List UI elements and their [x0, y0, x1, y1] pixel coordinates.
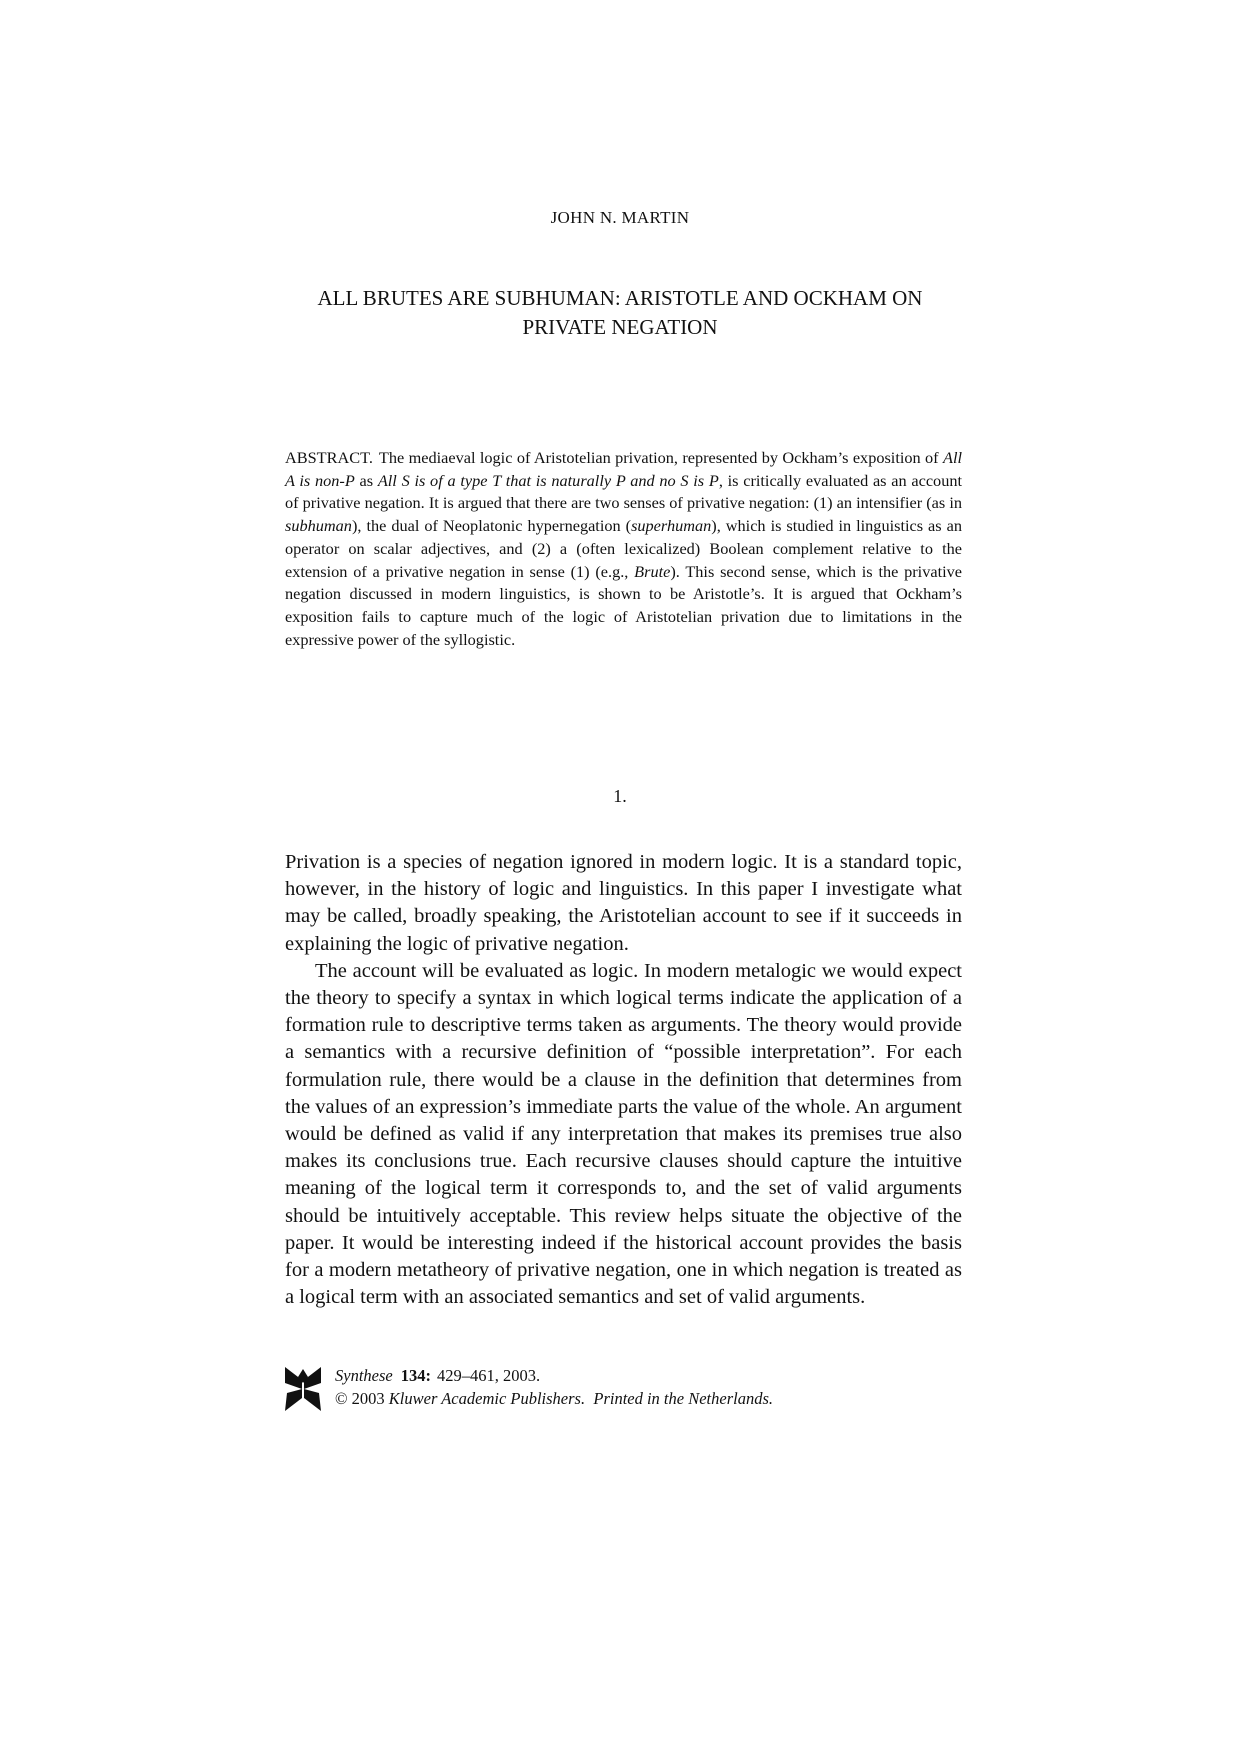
abstract-emph-4: superhuman: [631, 516, 712, 536]
printed-location: Printed in the Netherlands.: [593, 1389, 774, 1408]
paper-title: [250, 284, 990, 342]
citation-line: [335, 1364, 773, 1387]
abstract-emph-2: All S is of a type T that is naturally P and no S is P: [377, 470, 719, 490]
abstract-text-6: ). This second sense, which is the privative negation discussed in modern linguistics, is shown to be Aristotle’s. It is argued that Ockham’s exposition fails to capture much of the logic of Aristotelian privation due to limitations in the expressive power of the syllogistic.: [285, 561, 962, 649]
title-line-2: PRIVATE NEGATION: [522, 315, 718, 339]
publication-footer: [285, 1364, 962, 1414]
section-number: 1.: [613, 786, 627, 806]
abstract-text-5: ), which is studied in linguistics as an operator on scalar adjectives, and (2) a (often lexicalized) Boolean complement relative to the extension of a privative negation in sense (1) (e.g.,: [285, 516, 962, 581]
journal-volume: 134:: [400, 1366, 431, 1385]
copyright-line: [335, 1387, 773, 1410]
abstract-text-2: as: [354, 470, 378, 490]
pages-year: 429–461, 2003.: [436, 1366, 541, 1385]
journal-name: Synthese: [335, 1366, 393, 1385]
abstract-emph-5: Brute: [634, 561, 671, 581]
abstract-text-1: The mediaeval logic of Aristotelian privation, represented by Ockham’s exposition of: [378, 448, 943, 467]
publisher-name: Kluwer Academic Publishers.: [388, 1389, 586, 1408]
abstract-text-3: , is critically evaluated as an account of privative negation. It is argued that there are two senses of privative negation: (1) an intensifier (as in: [285, 470, 962, 513]
body-paragraph-2: The account will be evaluated as logic. In modern metalogic we would expect the theory to specify a syntax in which logical terms indicate the application of a formation rule to descriptive terms taken as arguments. The theory would provide a semantics with a recursive definition of “possible interpretation”. For each formulation rule, there would be a clause in the definition that determines from the values of an expression’s immediate parts the value of the whole. An argument would be defined as valid if any interpretation that makes its premises true also makes its conclusions true. Each recursive clauses should capture the intuitive meaning of the logical term it corresponds to, and the set of valid arguments should be intuitively acceptable. This review helps situate the objective of the paper. It would be interesting indeed if the historical account provides the basis for a modern metatheory of privative negation, one in which negation is treated as a logical term with an associated semantics and set of valid arguments.: [285, 959, 962, 1309]
body-text: [285, 849, 962, 1311]
copyright-prefix: © 2003: [335, 1389, 389, 1408]
abstract-emph-3: subhuman: [285, 516, 352, 536]
author-name: JOHN N. MARTIN: [550, 208, 690, 227]
abstract-label: ABSTRACT.: [285, 448, 373, 467]
footer-lines: [335, 1364, 773, 1410]
body-paragraph-1: Privation is a species of negation ignored in modern logic. It is a standard topic, however, in the history of logic and linguistics. In this paper I investigate what may be called, broadly speaking, the Aristotelian account to see if it succeeds in explaining the logic of privative negation.: [285, 851, 962, 955]
kluwer-logo-icon: [285, 1367, 321, 1411]
abstract-text-4: ), the dual of Neoplatonic hypernegation (: [351, 516, 632, 536]
title-line-1: ALL BRUTES ARE SUBHUMAN: ARISTOTLE AND OCKHAM ON: [317, 286, 923, 310]
section-heading: [0, 786, 1240, 807]
abstract: [285, 447, 962, 651]
abstract-emph-1: All A is non-P: [285, 448, 962, 490]
